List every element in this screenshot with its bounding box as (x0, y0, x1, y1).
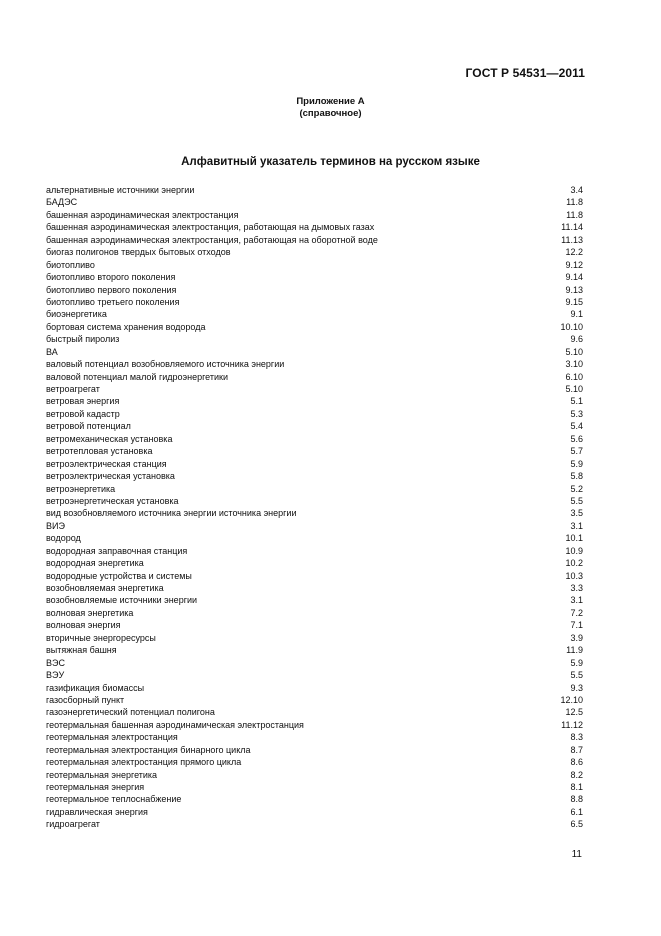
index-term: биотопливо (46, 259, 95, 270)
index-ref: 5.1 (570, 396, 583, 407)
index-entry (46, 395, 583, 407)
index-entry (46, 209, 583, 221)
index-term: ветроэнергетическая установка (46, 495, 179, 506)
index-entry (46, 495, 583, 507)
index-ref: 11.13 (561, 234, 583, 245)
index-entry (46, 483, 583, 495)
index-entry (46, 284, 583, 296)
index-term: БАДЭС (46, 197, 78, 208)
index-term: геотермальное теплоснабжение (46, 794, 182, 805)
index-ref: 8.1 (570, 782, 583, 792)
index-term: биоэнергетика (46, 309, 107, 320)
index-ref: 5.6 (570, 433, 583, 444)
index-term: ветроэлектрическая установка (46, 471, 175, 482)
index-ref: 11.9 (566, 645, 583, 656)
index-entry (46, 582, 583, 594)
index-entry (46, 706, 583, 718)
index-entry (46, 682, 583, 694)
index-term: валовой потенциал малой гидроэнергетики (46, 371, 229, 382)
appendix-heading (0, 96, 661, 120)
index-entry (46, 607, 583, 619)
index-entry (46, 570, 583, 582)
index-ref: 5.9 (570, 458, 583, 469)
index-term: гидравлическая энергия (46, 806, 148, 817)
index-ref: 10.10 (560, 321, 583, 332)
index-entry (46, 196, 583, 208)
index-ref: 3.3 (570, 583, 583, 593)
index-term: ветроэлектрическая станция (46, 458, 167, 469)
index-term: геотермальная энергетика (46, 769, 158, 780)
index-ref: 5.5 (570, 670, 583, 681)
index-term: ВЭУ (46, 670, 65, 681)
index-term: ВИЭ (46, 520, 65, 531)
index-ref: 11.8 (566, 209, 583, 220)
index-ref: 5.9 (570, 657, 583, 668)
index-term: геотермальная электростанция прямого цикла (46, 757, 242, 768)
index-ref: 8.3 (570, 732, 583, 743)
index-entry (46, 793, 583, 805)
index-entry (46, 532, 583, 544)
index-ref: 5.7 (570, 446, 583, 457)
index-entry (46, 383, 583, 395)
index-ref: 12.2 (565, 247, 583, 258)
index-entry (46, 234, 583, 246)
index-ref: 9.3 (570, 682, 583, 693)
index-entry (46, 221, 583, 233)
index-term: башенная аэродинамическая электростанция, работающая на оборотной воде (46, 234, 378, 245)
index-entry (46, 632, 583, 644)
index-term: биотопливо второго поколения (46, 272, 176, 283)
index-ref: 10.2 (565, 558, 583, 569)
index-entry (46, 769, 583, 781)
index-entry (46, 545, 583, 557)
index-ref: 12.10 (560, 694, 583, 705)
index-entry (46, 371, 583, 383)
index-term: водородная энергетика (46, 558, 144, 569)
index-ref: 10.3 (565, 570, 583, 581)
index-entry (46, 470, 583, 482)
index-entry (46, 333, 583, 345)
index-ref: 11.14 (561, 222, 583, 233)
index-entry (46, 669, 583, 681)
index-entry (46, 781, 583, 793)
index-ref: 5.2 (570, 483, 583, 494)
index-term: водородная заправочная станция (46, 545, 188, 556)
index-ref: 5.10 (565, 346, 583, 357)
index-entry (46, 719, 583, 731)
index-ref: 5.5 (570, 495, 583, 506)
index-term: водородные устройства и системы (46, 570, 192, 581)
index-term: валовый потенциал возобновляемого источника энергии (46, 359, 285, 370)
index-term: ВА (46, 346, 58, 357)
index-ref: 6.5 (570, 819, 583, 830)
index-term: вид возобновляемого источника энергии источника энергии (46, 508, 297, 519)
index-ref: 9.1 (570, 309, 583, 320)
index-term: волновая энергетика (46, 607, 134, 618)
index-ref: 8.6 (570, 757, 583, 768)
index-entry (46, 756, 583, 768)
index-term: ветротепловая установка (46, 446, 153, 457)
term-index-list (46, 184, 583, 831)
index-ref: 9.14 (565, 272, 583, 283)
index-ref: 3.1 (570, 595, 583, 606)
index-ref: 9.13 (565, 284, 583, 295)
index-entry (46, 657, 583, 669)
index-ref: 3.10 (565, 359, 583, 370)
index-term: биотопливо третьего поколения (46, 296, 180, 307)
index-ref: 10.9 (565, 545, 583, 556)
index-entry (46, 507, 583, 519)
index-term: ветроэнергетика (46, 483, 116, 494)
index-term: газоэнергетический потенциал полигона (46, 707, 215, 718)
index-term: возобновляемая энергетика (46, 583, 164, 593)
index-ref: 5.8 (570, 471, 583, 482)
index-entry (46, 594, 583, 606)
index-entry (46, 694, 583, 706)
index-entry (46, 818, 583, 830)
index-ref: 10.1 (565, 533, 583, 544)
standard-number: ГОСТ Р 54531—2011 (465, 66, 585, 80)
index-entry (46, 420, 583, 432)
index-ref: 3.1 (570, 520, 583, 531)
index-entry (46, 246, 583, 258)
index-entry (46, 259, 583, 271)
page-number: 11 (571, 849, 582, 860)
index-ref: 11.8 (566, 197, 583, 208)
index-entry (46, 346, 583, 358)
index-term: биотопливо первого поколения (46, 284, 177, 295)
index-term: вытяжная башня (46, 645, 117, 656)
index-ref: 9.6 (570, 334, 583, 345)
index-ref: 9.12 (565, 259, 583, 270)
index-ref: 8.8 (570, 794, 583, 805)
index-ref: 6.1 (570, 806, 583, 817)
index-term: геотермальная башенная аэродинамическая электростанция (46, 719, 304, 730)
index-term: биогаз полигонов твердых бытовых отходов (46, 247, 231, 258)
index-entry (46, 619, 583, 631)
index-term: ветромеханическая установка (46, 433, 173, 444)
index-ref: 3.5 (570, 508, 583, 519)
index-ref: 5.3 (570, 408, 583, 419)
index-entry (46, 445, 583, 457)
index-entry (46, 296, 583, 308)
index-entry (46, 744, 583, 756)
index-term: ветровая энергия (46, 396, 120, 407)
index-ref: 9.15 (565, 296, 583, 307)
index-entry (46, 271, 583, 283)
index-term: бортовая система хранения водорода (46, 321, 206, 332)
index-ref: 7.2 (570, 607, 583, 618)
index-entry (46, 184, 583, 196)
index-entry (46, 806, 583, 818)
index-entry (46, 644, 583, 656)
index-ref: 12.5 (565, 707, 583, 718)
index-ref: 5.4 (570, 421, 583, 432)
index-term: башенная аэродинамическая электростанция, работающая на дымовых газах (46, 222, 375, 233)
index-entry (46, 731, 583, 743)
index-ref: 11.12 (561, 719, 583, 730)
index-term: ветровой кадастр (46, 408, 120, 419)
index-ref: 6.10 (565, 371, 583, 382)
index-entry (46, 433, 583, 445)
index-ref: 5.10 (565, 384, 583, 394)
index-entry (46, 358, 583, 370)
index-term: альтернативные источники энергии (46, 185, 195, 195)
index-title: Алфавитный указатель терминов на русском языке (181, 156, 480, 168)
index-entry (46, 308, 583, 320)
index-entry (46, 321, 583, 333)
appendix-title: Приложение А (296, 96, 365, 107)
index-entry (46, 458, 583, 470)
index-entry (46, 408, 583, 420)
index-term: ветровой потенциал (46, 421, 131, 432)
index-term: геотермальная энергия (46, 782, 145, 792)
index-term: геотермальная электростанция (46, 732, 178, 743)
index-entry (46, 557, 583, 569)
index-term: возобновляемые источники энергии (46, 595, 198, 606)
index-term: гидроагрегат (46, 819, 100, 830)
index-term: ВЭС (46, 657, 65, 668)
index-ref: 8.2 (570, 769, 583, 780)
index-term: ветроагрегат (46, 384, 100, 394)
index-ref: 7.1 (570, 620, 583, 631)
index-term: водород (46, 533, 81, 544)
index-ref: 3.9 (570, 632, 583, 643)
index-ref: 3.4 (570, 185, 583, 195)
index-term: башенная аэродинамическая электростанция (46, 209, 239, 220)
index-term: волновая энергия (46, 620, 121, 631)
index-term: газосборный пункт (46, 694, 125, 705)
index-entry (46, 520, 583, 532)
index-ref: 8.7 (570, 744, 583, 755)
index-term: быстрый пиролиз (46, 334, 120, 345)
appendix-kind: (справочное) (299, 108, 362, 119)
index-term: вторичные энергоресурсы (46, 632, 156, 643)
index-term: газификация биомассы (46, 682, 145, 693)
index-term: геотермальная электростанция бинарного цикла (46, 744, 251, 755)
